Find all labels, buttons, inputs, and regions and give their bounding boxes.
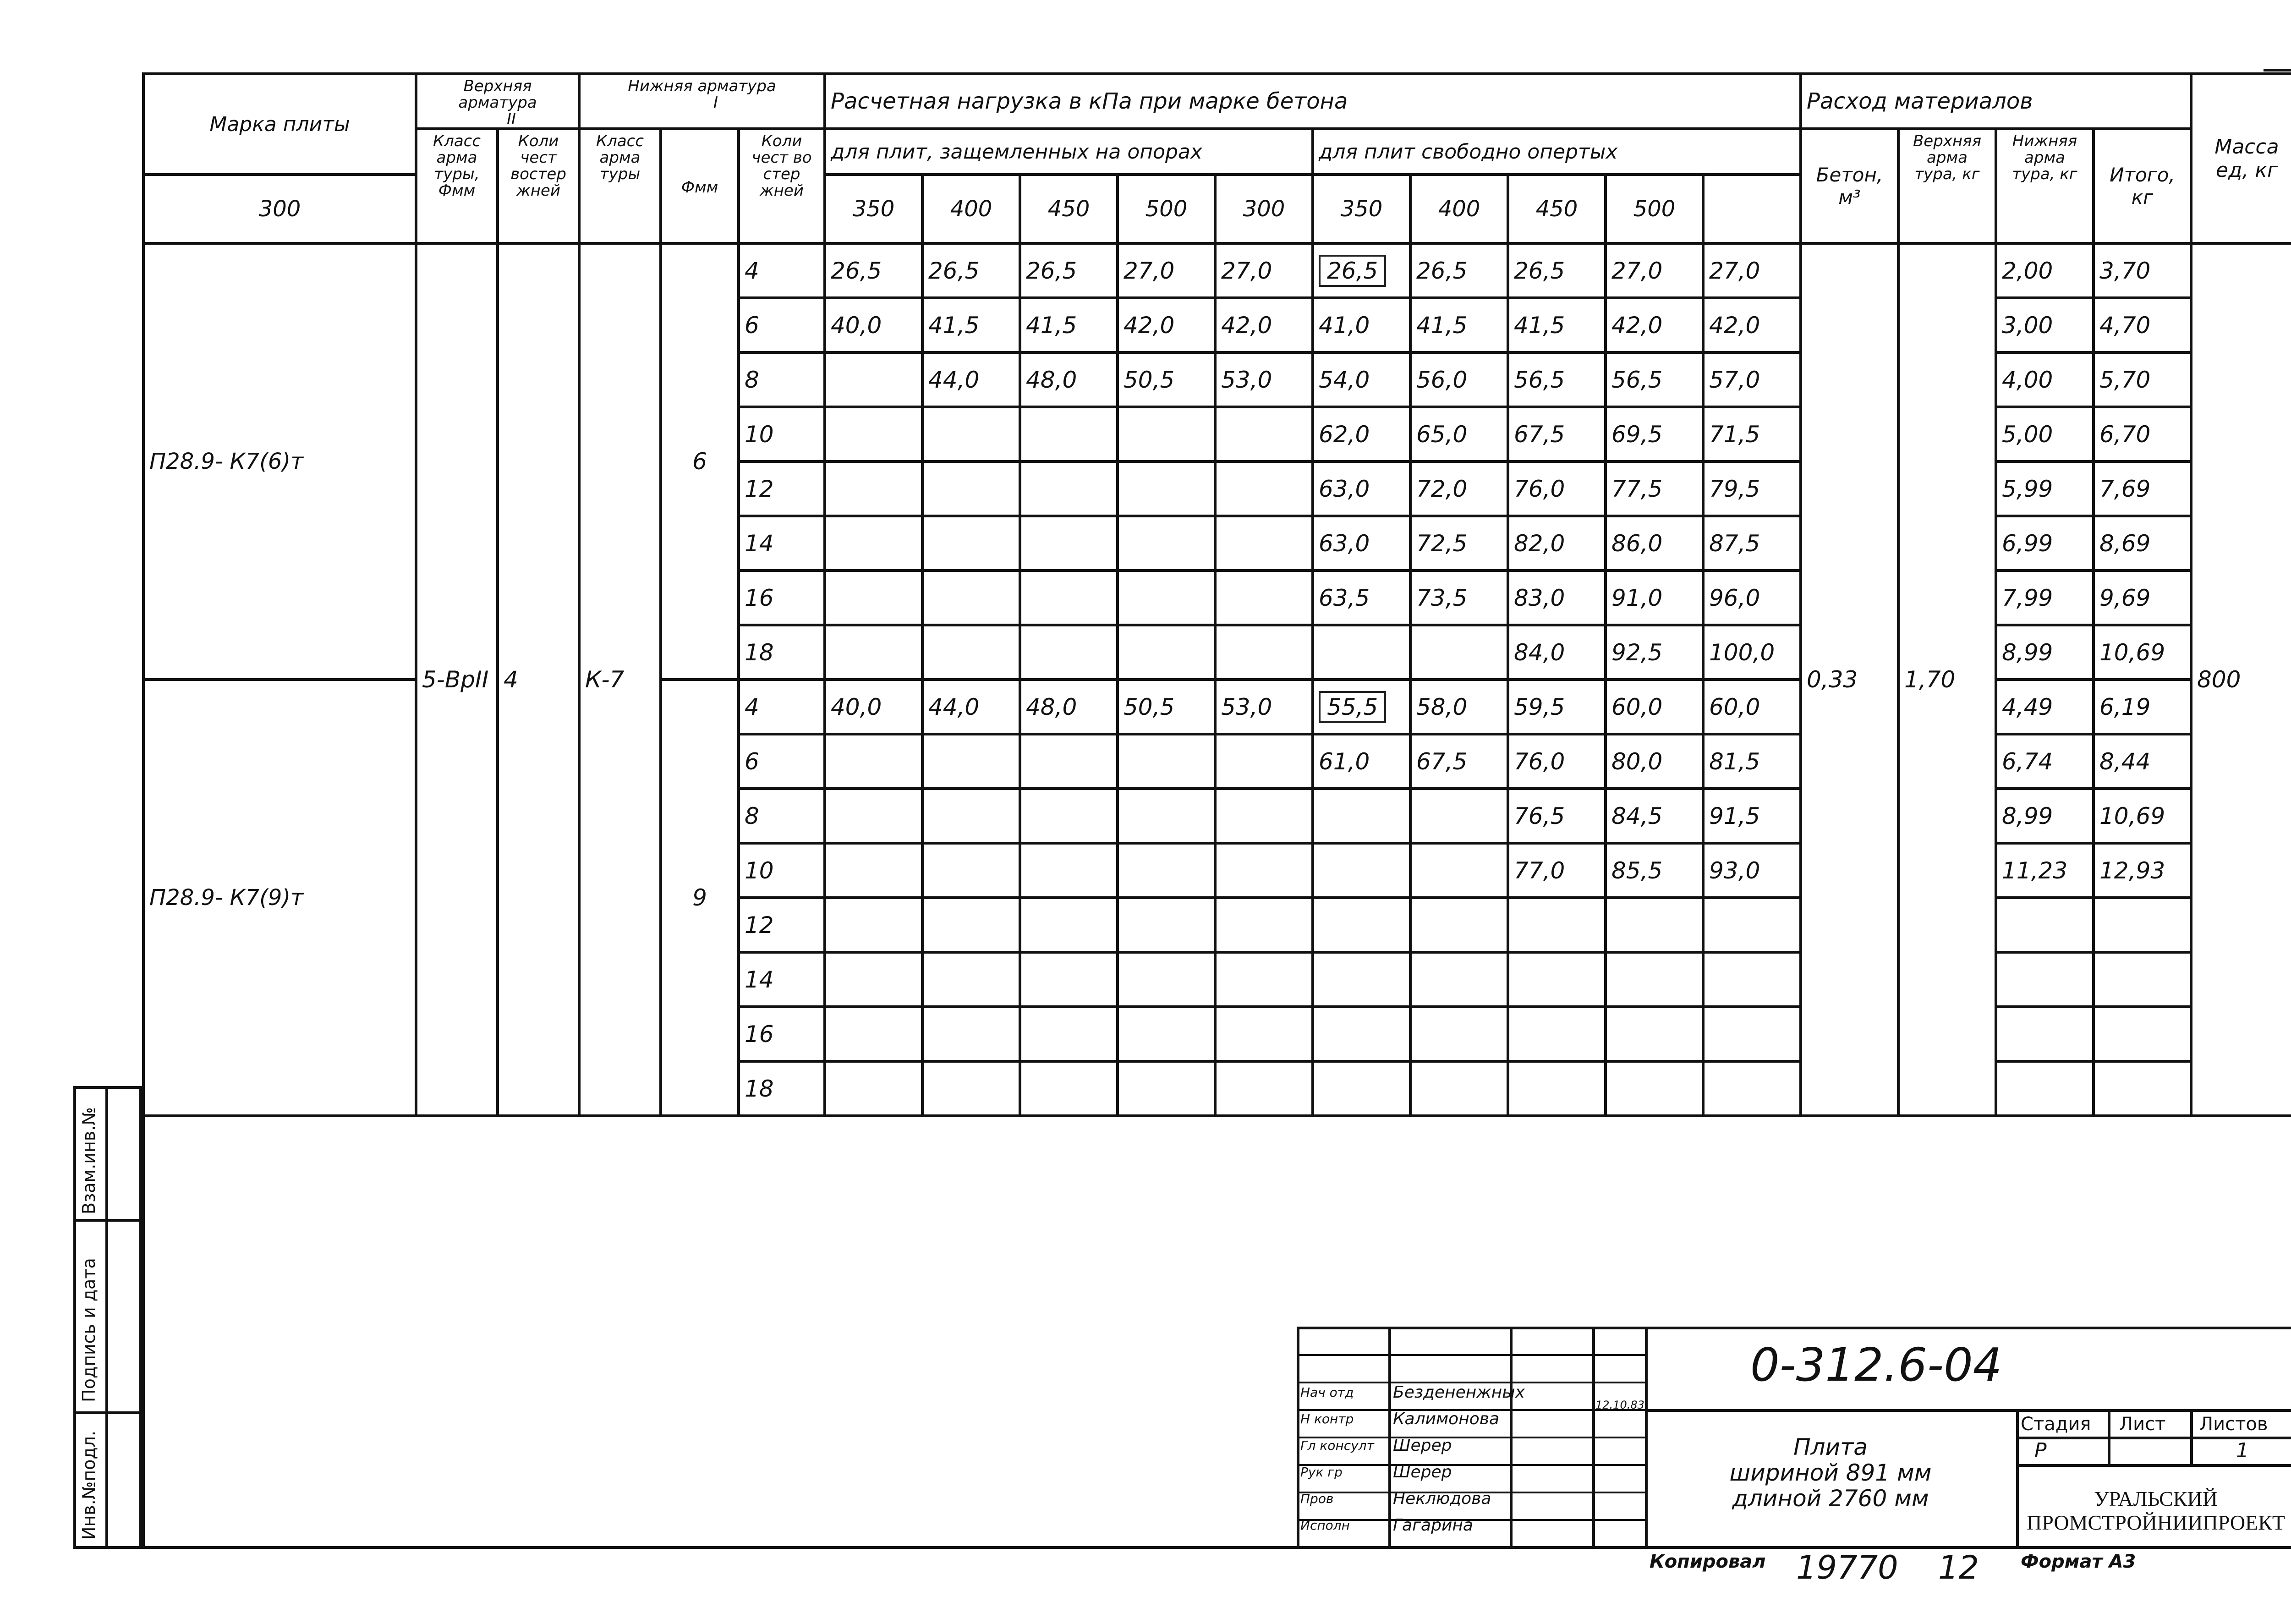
grade-clamped: 350: [825, 175, 922, 243]
lower-steel-value: 6,74: [1996, 734, 2094, 789]
load-clamped: [825, 352, 922, 407]
load-supported: [1606, 898, 1703, 952]
load-clamped: [825, 1061, 922, 1116]
title-block-split: [2016, 1437, 2291, 1439]
load-supported: [1606, 1007, 1703, 1061]
signature-name: Калимонова: [1393, 1410, 1500, 1428]
grade-supported: 350: [1313, 175, 1410, 243]
load-supported: 79,5: [1703, 461, 1801, 516]
title-block-split: [2190, 1409, 2193, 1466]
total-steel-value: 9,69: [2094, 571, 2191, 625]
load-supported: 71,5: [1703, 407, 1801, 461]
side-stamp-inv-orig: Инв.№подл.: [79, 1430, 99, 1540]
load-supported: 41,0: [1313, 298, 1410, 352]
signature-role: Гл консулт: [1300, 1438, 1374, 1453]
load-clamped: [1215, 734, 1313, 789]
bar-count: 4: [739, 243, 825, 298]
load-supported: [1410, 625, 1508, 680]
slab-mark: П28.9- К7(9)т: [143, 680, 416, 1116]
upper-class-header: Класс арма туры, Фмм: [416, 129, 498, 243]
load-clamped: [825, 571, 922, 625]
load-supported: 27,0: [1703, 243, 1801, 298]
load-clamped: [922, 1061, 1020, 1116]
lower-reinforcement-header: Нижняя арматура I: [579, 74, 825, 129]
signature-role: Пров: [1300, 1491, 1334, 1506]
boxed-value: 26,5: [1319, 255, 1386, 287]
load-supported: [1410, 1007, 1508, 1061]
frame-top-corner: [2264, 69, 2291, 71]
total-steel-value: 6,19: [2094, 680, 2191, 734]
load-clamped: 40,0: [825, 680, 922, 734]
sheet-title: Плита шириной 891 мм длиной 2760 мм: [1729, 1434, 1932, 1512]
load-supported: 73,5: [1410, 571, 1508, 625]
load-supported: [1313, 1061, 1410, 1116]
total-steel-value: 8,44: [2094, 734, 2191, 789]
bar-count: 14: [739, 516, 825, 571]
load-supported: 60,0: [1606, 680, 1703, 734]
bar-count: 18: [739, 625, 825, 680]
load-clamped: 48,0: [1020, 352, 1118, 407]
load-supported: 96,0: [1703, 571, 1801, 625]
bar-count: 16: [739, 1007, 825, 1061]
load-clamped: 48,0: [1020, 680, 1118, 734]
load-supported: [1313, 789, 1410, 843]
side-stamp-divider: [105, 1086, 108, 1549]
load-clamped: [922, 898, 1020, 952]
load-supported: 41,5: [1410, 298, 1508, 352]
mass-header: Масса ед, кг: [2191, 74, 2291, 243]
load-supported: 41,5: [1508, 298, 1606, 352]
load-clamped: 26,5: [922, 243, 1020, 298]
lower-steel-header: Нижняя арма тура, кг: [1996, 129, 2094, 243]
lower-steel-value: 2,00: [1996, 243, 2094, 298]
load-clamped: [825, 407, 922, 461]
upper-class-value: 5-BpII: [416, 243, 498, 1116]
load-clamped: [922, 843, 1020, 898]
load-supported: 59,5: [1508, 680, 1606, 734]
total-steel-value: [2094, 1007, 2191, 1061]
grade-clamped: 300: [143, 175, 416, 243]
load-clamped: [922, 516, 1020, 571]
load-supported: 56,5: [1508, 352, 1606, 407]
lower-diameter-header: Фмм: [661, 129, 739, 243]
copy-number: 19770: [1796, 1549, 1898, 1586]
total-steel-value: 6,70: [2094, 407, 2191, 461]
load-clamped: 44,0: [922, 680, 1020, 734]
load-supported: [1313, 243, 1410, 298]
load-clamped: [1020, 789, 1118, 843]
grade-supported: 400: [1410, 175, 1508, 243]
bar-count: 18: [739, 1061, 825, 1116]
lower-steel-value: [1996, 1007, 2094, 1061]
load-supported: 42,0: [1703, 298, 1801, 352]
load-supported: 80,0: [1606, 734, 1703, 789]
copied-label: Копировал: [1650, 1551, 1766, 1572]
load-supported: 26,5: [1508, 243, 1606, 298]
lower-diameter-value: 6: [661, 243, 739, 680]
load-supported: 60,0: [1703, 680, 1801, 734]
load-supported: [1313, 952, 1410, 1007]
load-clamped: [825, 898, 922, 952]
load-supported: [1508, 1007, 1606, 1061]
load-clamped: [1215, 407, 1313, 461]
load-supported: [1508, 952, 1606, 1007]
load-clamped: [1215, 1061, 1313, 1116]
load-clamped: [825, 516, 922, 571]
load-clamped: [922, 571, 1020, 625]
total-steel-value: [2094, 952, 2191, 1007]
load-clamped: [1215, 843, 1313, 898]
load-supported: [1410, 843, 1508, 898]
side-stamp-sign-date: Подпись и дата: [79, 1258, 99, 1402]
load-clamped: 42,0: [1118, 298, 1215, 352]
materials-header: Расход материалов: [1801, 74, 2191, 129]
load-supported: 58,0: [1410, 680, 1508, 734]
load-clamped: [922, 461, 1020, 516]
load-supported: 85,5: [1606, 843, 1703, 898]
load-clamped: [1020, 625, 1118, 680]
load-clamped: [1118, 571, 1215, 625]
slab-mark: П28.9- К7(6)т: [143, 243, 416, 680]
load-clamped: [825, 1007, 922, 1061]
load-supported: [1410, 898, 1508, 952]
upper-reinforcement-header: Верхняя арматура II: [416, 74, 579, 129]
total-steel-value: 7,69: [2094, 461, 2191, 516]
signature-name: Бездененжных: [1393, 1383, 1525, 1402]
load-supported: [1313, 1007, 1410, 1061]
grade-clamped: 450: [1020, 175, 1118, 243]
total-steel-value: 4,70: [2094, 298, 2191, 352]
load-clamped: [825, 734, 922, 789]
load-clamped: [1118, 898, 1215, 952]
load-supported: 100,0: [1703, 625, 1801, 680]
load-clamped: [1020, 516, 1118, 571]
lower-class-header: Класс арма туры: [579, 129, 661, 243]
load-supported: 57,0: [1703, 352, 1801, 407]
load-clamped: [825, 461, 922, 516]
load-clamped: [922, 407, 1020, 461]
signature-role: Н контр: [1300, 1411, 1354, 1426]
load-supported: 26,5: [1410, 243, 1508, 298]
load-supported: 72,5: [1410, 516, 1508, 571]
load-supported: 92,5: [1606, 625, 1703, 680]
lower-steel-value: [1996, 1061, 2094, 1116]
load-clamped: [1020, 843, 1118, 898]
title-block-split: [2016, 1464, 2291, 1467]
lower-class-value: К-7: [579, 243, 661, 1116]
bar-count: 8: [739, 789, 825, 843]
stage-label: Стадия: [2021, 1414, 2091, 1435]
load-supported: 63,5: [1313, 571, 1410, 625]
load-clamped: 42,0: [1215, 298, 1313, 352]
concrete-value: 0,33: [1801, 243, 1898, 1116]
load-supported: [1313, 898, 1410, 952]
load-supported: 87,5: [1703, 516, 1801, 571]
load-supported: 76,5: [1508, 789, 1606, 843]
bar-count: 12: [739, 898, 825, 952]
load-supported: [1703, 1061, 1801, 1116]
mass-value: 800: [2191, 243, 2291, 1116]
signature-role: Исполн: [1300, 1518, 1350, 1533]
concrete-header: Бетон, м³: [1801, 129, 1898, 243]
bar-count: 6: [739, 298, 825, 352]
table-body: [143, 243, 2291, 1116]
grade-clamped: 400: [922, 175, 1020, 243]
load-clamped: [1020, 952, 1118, 1007]
lower-steel-value: 11,23: [1996, 843, 2094, 898]
sheets-value: 1: [2236, 1439, 2249, 1462]
title-block-row-line: [1297, 1547, 1648, 1548]
load-clamped: [1215, 461, 1313, 516]
load-supported: [1508, 898, 1606, 952]
load-supported: 77,0: [1508, 843, 1606, 898]
load-clamped: [1118, 461, 1215, 516]
load-supported: [1703, 952, 1801, 1007]
lower-steel-value: 4,00: [1996, 352, 2094, 407]
load-clamped: [1118, 1007, 1215, 1061]
load-supported: [1410, 1061, 1508, 1116]
lower-steel-value: 8,99: [1996, 625, 2094, 680]
signature-name: Шерер: [1393, 1436, 1452, 1455]
upper-steel-header: Верхняя арма тура, кг: [1898, 129, 1996, 243]
clamped-header: для плит, защемленных на опорах: [825, 129, 1313, 175]
title-block-split: [2108, 1409, 2110, 1466]
load-supported: 86,0: [1606, 516, 1703, 571]
table-row: [143, 243, 2291, 298]
load-clamped: 27,0: [1118, 243, 1215, 298]
lower-diameter-value: 9: [661, 680, 739, 1116]
upper-steel-value: 1,70: [1898, 243, 1996, 1116]
grade-supported: 450: [1508, 175, 1606, 243]
signature-date: 12.10.83: [1595, 1399, 1644, 1411]
load-supported: [1508, 1061, 1606, 1116]
load-clamped: [1215, 516, 1313, 571]
load-clamped: [1118, 516, 1215, 571]
load-supported: 27,0: [1606, 243, 1703, 298]
load-clamped: [1215, 1007, 1313, 1061]
load-clamped: [922, 625, 1020, 680]
load-clamped: [1020, 1061, 1118, 1116]
load-clamped: 27,0: [1215, 243, 1313, 298]
total-steel-value: [2094, 898, 2191, 952]
signature-name: Гагарина: [1393, 1516, 1473, 1535]
load-supported: 67,5: [1410, 734, 1508, 789]
bar-count: 16: [739, 571, 825, 625]
bar-count: 10: [739, 407, 825, 461]
bar-count: 8: [739, 352, 825, 407]
boxed-value: 55,5: [1319, 691, 1386, 723]
total-steel-value: 8,69: [2094, 516, 2191, 571]
load-supported: [1606, 952, 1703, 1007]
load-clamped: [922, 789, 1020, 843]
load-supported: [1703, 898, 1801, 952]
upper-count-header: Коли чест востер жней: [498, 129, 579, 243]
load-clamped: [1215, 789, 1313, 843]
load-supported: 69,5: [1606, 407, 1703, 461]
load-clamped: [1118, 1061, 1215, 1116]
load-table: [142, 72, 2291, 1117]
total-steel-value: 3,70: [2094, 243, 2191, 298]
title-block-split: [1645, 1409, 2291, 1412]
title-block-row-line: [1297, 1354, 1648, 1356]
load-supported: 84,5: [1606, 789, 1703, 843]
load-supported: 56,5: [1606, 352, 1703, 407]
bar-count: 14: [739, 952, 825, 1007]
bar-count: 10: [739, 843, 825, 898]
upper-count-value: 4: [498, 243, 579, 1116]
load-supported: 56,0: [1410, 352, 1508, 407]
load-clamped: [922, 952, 1020, 1007]
load-supported: 91,0: [1606, 571, 1703, 625]
total-steel-value: [2094, 1061, 2191, 1116]
load-supported: 76,0: [1508, 461, 1606, 516]
lower-steel-value: 7,99: [1996, 571, 2094, 625]
load-clamped: [1118, 625, 1215, 680]
load-clamped: 53,0: [1215, 352, 1313, 407]
load-clamped: [1215, 571, 1313, 625]
load-supported: 54,0: [1313, 352, 1410, 407]
load-supported: [1313, 625, 1410, 680]
bar-count: 6: [739, 734, 825, 789]
load-supported: 76,0: [1508, 734, 1606, 789]
load-supported: 63,0: [1313, 461, 1410, 516]
load-group-header: Расчетная нагрузка в кПа при марке бетона: [825, 74, 1801, 129]
load-clamped: [825, 952, 922, 1007]
lower-steel-value: 4,49: [1996, 680, 2094, 734]
signature-name: Шерер: [1393, 1463, 1452, 1481]
lower-steel-value: [1996, 952, 2094, 1007]
signature-name: Неклюдова: [1393, 1489, 1491, 1508]
load-clamped: [1118, 407, 1215, 461]
load-supported: 67,5: [1508, 407, 1606, 461]
lower-steel-value: 8,99: [1996, 789, 2094, 843]
load-supported: 65,0: [1410, 407, 1508, 461]
signature-role: Рук гр: [1300, 1465, 1343, 1480]
load-clamped: 26,5: [825, 243, 922, 298]
load-clamped: [922, 1007, 1020, 1061]
lower-steel-value: 6,99: [1996, 516, 2094, 571]
load-clamped: 26,5: [1020, 243, 1118, 298]
total-steel-value: 12,93: [2094, 843, 2191, 898]
lower-steel-value: [1996, 898, 2094, 952]
total-steel-value: 5,70: [2094, 352, 2191, 407]
load-clamped: [1215, 952, 1313, 1007]
total-steel-value: 10,69: [2094, 625, 2191, 680]
side-stamp-replace-inv: Взам.инв.№: [79, 1107, 99, 1214]
load-supported: 62,0: [1313, 407, 1410, 461]
load-supported: 91,5: [1703, 789, 1801, 843]
format-label: Формат А3: [2021, 1551, 2136, 1572]
side-stamp-divider: [73, 1411, 142, 1414]
lower-steel-value: 5,00: [1996, 407, 2094, 461]
load-supported: 93,0: [1703, 843, 1801, 898]
load-supported: 72,0: [1410, 461, 1508, 516]
load-supported: 83,0: [1508, 571, 1606, 625]
lower-steel-value: 3,00: [1996, 298, 2094, 352]
bar-count: 12: [739, 461, 825, 516]
load-clamped: 41,5: [1020, 298, 1118, 352]
sheet-label: Лист: [2119, 1414, 2166, 1435]
load-clamped: 40,0: [825, 298, 922, 352]
signature-role: Нач отд: [1300, 1385, 1354, 1400]
load-clamped: [1118, 843, 1215, 898]
grade-supported: 500: [1606, 175, 1703, 243]
lower-count-header: Коли чест во стер жней: [739, 129, 825, 243]
load-supported: 82,0: [1508, 516, 1606, 571]
grade-supported: 300: [1215, 175, 1313, 243]
load-supported: 42,0: [1606, 298, 1703, 352]
side-stamp-divider: [73, 1219, 142, 1222]
load-clamped: [825, 625, 922, 680]
stage-value: Р: [2034, 1439, 2047, 1462]
grade-clamped: 500: [1118, 175, 1215, 243]
bar-count: 4: [739, 680, 825, 734]
mark-header: Марка плиты: [143, 74, 416, 175]
load-clamped: [825, 843, 922, 898]
total-header: Итого, кг: [2094, 129, 2191, 243]
load-supported: 84,0: [1508, 625, 1606, 680]
sheets-label: Листов: [2199, 1414, 2268, 1435]
load-clamped: [1020, 461, 1118, 516]
load-supported: [1606, 1061, 1703, 1116]
load-supported: 77,5: [1606, 461, 1703, 516]
load-supported: 81,5: [1703, 734, 1801, 789]
document-code: 0-312.6-04: [1750, 1338, 2002, 1392]
load-clamped: [1215, 898, 1313, 952]
load-clamped: [1118, 952, 1215, 1007]
lower-steel-value: 5,99: [1996, 461, 2094, 516]
load-clamped: 50,5: [1118, 352, 1215, 407]
load-supported: [1703, 1007, 1801, 1061]
total-steel-value: 10,69: [2094, 789, 2191, 843]
title-block-row-line: [1297, 1464, 1648, 1466]
load-supported: 63,0: [1313, 516, 1410, 571]
organization-name: УРАЛЬСКИЙ ПРОМСТРОЙНИИПРОЕКТ: [2027, 1487, 2285, 1534]
load-clamped: [1020, 734, 1118, 789]
load-clamped: 41,5: [922, 298, 1020, 352]
load-clamped: [1215, 625, 1313, 680]
load-clamped: [1118, 734, 1215, 789]
load-supported: [1313, 843, 1410, 898]
load-supported: [1410, 952, 1508, 1007]
load-supported: 61,0: [1313, 734, 1410, 789]
load-clamped: [922, 734, 1020, 789]
load-clamped: 44,0: [922, 352, 1020, 407]
load-clamped: [1020, 1007, 1118, 1061]
load-clamped: [1020, 407, 1118, 461]
load-clamped: [825, 789, 922, 843]
load-clamped: 50,5: [1118, 680, 1215, 734]
load-clamped: 53,0: [1215, 680, 1313, 734]
load-supported: [1410, 789, 1508, 843]
load-clamped: [1020, 571, 1118, 625]
load-clamped: [1118, 789, 1215, 843]
supported-header: для плит свободно опертых: [1313, 129, 1801, 175]
load-supported: [1313, 680, 1410, 734]
load-clamped: [1020, 898, 1118, 952]
copy-sheet: 12: [1938, 1549, 1979, 1586]
